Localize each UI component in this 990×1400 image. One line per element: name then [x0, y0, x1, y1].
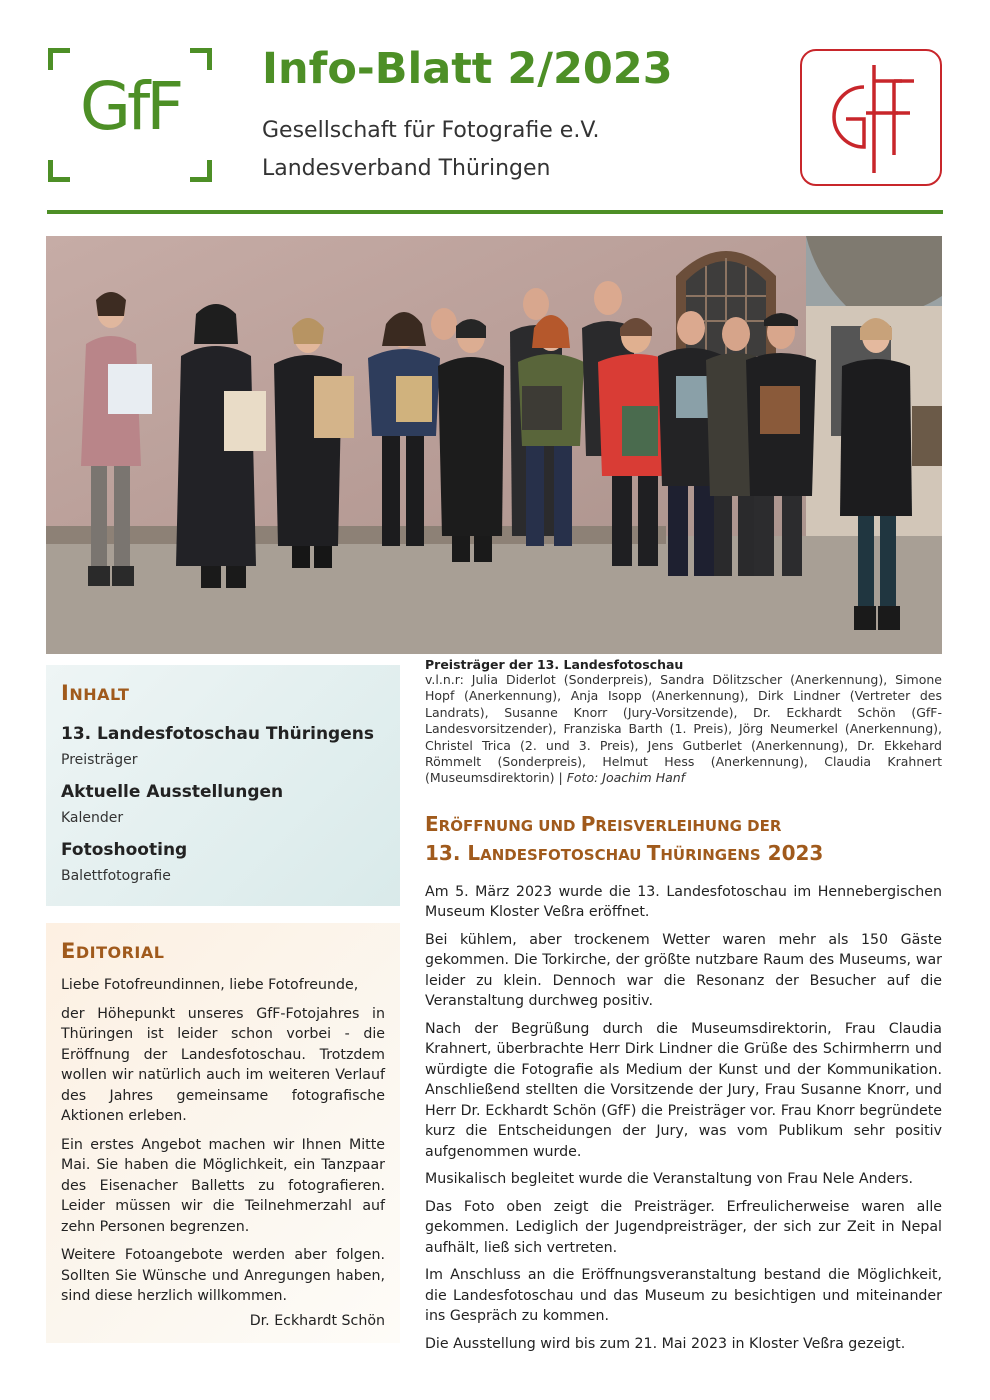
- toc-item-subtitle: Kalender: [61, 810, 124, 826]
- award-winners-photo-illustration: [46, 236, 942, 654]
- article-paragraph: Nach der Begrüßung durch die Museumsdirektorin, Frau Claudia Krahnert, überbrachte Herr Dirk Lindner die Grüße des Schirmherrn und würdigte die Fotografie als Medium der Kunst und der Kommunikation. Anschließend stellten die Vorsitzende der Jury, Frau Susanne Knorr, und Herr Dr. Eckhardt Schön (GfF) die Preisträger vor. Frau Knorr begründete kurz die Entscheidungen der Jury, was vom Publikum sehr positiv aufgenommen wurde.: [425, 1020, 942, 1160]
- logo-text: GfF: [79, 68, 181, 145]
- photo-caption-names: v.l.n.r: Julia Diderlot (Sonderpreis), Sandra Dölitzscher (Anerkennung), Simone Hopf (Anerkennung), Anja Isopp (Anerkennung), Dirk Lindner (Vertreter des Landrats), Susanne Knorr (Jury-Vorsitzende), Dr. Eckhardt Schön (GfF-Landesvorsitzender), Franziska Barth (1. Preis), Jörg Neumerkel (Anerkennung), Christel Trica (2. und 3. Preis), Jens Gutberlet (Anerkennung), Dr. Ekkehard Römmelt (Sonderpreis), Helmut Hess (Anerkennung), Claudia Krahnert (Museumsdirektorin) |: [425, 672, 942, 786]
- frame-corner-bottom-left: [48, 160, 70, 182]
- gff-logo-left: [48, 48, 212, 182]
- article-paragraph: Im Anschluss an die Eröffnungsveranstaltung bestand die Möglichkeit, die Landesfotoschau und das Museum zu besichtigen und miteinander ins Gespräch zu kommen.: [425, 1267, 942, 1325]
- editorial-heading: EDITORIAL: [61, 939, 165, 963]
- article-heading: ERÖFFNUNG UND PREISVERLEIHUNG DER 13. LANDESFOTOSCHAU THÜRINGENS 2023: [425, 811, 824, 865]
- group-photo: [46, 236, 942, 654]
- toc-item-subtitle: Balettfotografie: [61, 868, 171, 884]
- photo-caption-title: Preisträger der 13. Landesfotoschau: [425, 657, 684, 672]
- toc-heading: INHALT: [61, 681, 130, 705]
- toc-item-subtitle: Preisträger: [61, 752, 138, 768]
- frame-corner-top-left: [48, 48, 70, 70]
- page-title: Info-Blatt 2/2023: [262, 44, 673, 94]
- header-divider: [47, 210, 943, 214]
- article-paragraph: Das Foto oben zeigt die Preisträger. Erfreulicherweise waren alle gekommen. Lediglich der Jugendpreisträger, der sich zur Zeit in Nepal aufhält, ließ sich vertreten.: [425, 1198, 942, 1256]
- photo-caption: [425, 672, 942, 787]
- frame-corner-bottom-right: [190, 160, 212, 182]
- toc-item-title: Fotoshooting: [61, 840, 188, 860]
- article-paragraph: Die Ausstellung wird bis zum 21. Mai 2023 in Kloster Veßra gezeigt.: [425, 1335, 906, 1352]
- editorial-box: [46, 923, 400, 1343]
- article-paragraph: Am 5. März 2023 wurde die 13. Landesfotoschau im Hennebergischen Museum Kloster Veßra eröffnet.: [425, 883, 942, 921]
- regional-association: Landesverband Thüringen: [262, 156, 551, 181]
- organisation-name: Gesellschaft für Fotografie e.V.: [262, 118, 600, 143]
- frame-corner-top-right: [190, 48, 212, 70]
- gff-monogram-icon: [802, 51, 940, 184]
- main-article-column: [425, 657, 942, 1354]
- editorial-signature: Dr. Eckhardt Schön: [249, 1312, 385, 1329]
- editorial-paragraph: der Höhepunkt unseres GfF-Fotojahres in Thüringen ist leider schon vorbei - die Eröffnung der Landesfotoschau. Trotzdem wollen wir natürlich auch im weiteren Verlauf des Jahres gemeinsame fotografische Aktionen erleben.: [61, 1005, 385, 1124]
- photo-credit: Foto: Joachim Hanf: [566, 770, 686, 786]
- article-paragraph: Bei kühlem, aber trockenem Wetter waren mehr als 150 Gäste gekommen. Die Torkirche, der größte nutzbare Raum des Museums, war leider zu klein. Dennoch war die Resonanz der Besucher auf die Veranstaltung durchweg positiv.: [425, 931, 942, 1010]
- table-of-contents-box: [46, 665, 400, 906]
- article-paragraph: Musikalisch begleitet wurde die Veranstaltung von Frau Nele Anders.: [425, 1171, 914, 1188]
- toc-item-title: 13. Landesfotoschau Thüringens: [61, 724, 374, 744]
- gff-logo-right: [800, 49, 942, 186]
- editorial-paragraph: Liebe Fotofreundinnen, liebe Fotofreunde,: [61, 977, 359, 993]
- toc-item-title: Aktuelle Ausstellungen: [61, 782, 284, 802]
- editorial-paragraph: Ein erstes Angebot machen wir Ihnen Mitte Mai. Sie haben die Möglichkeit, ein Tanzpaar des Eisenacher Balletts zu fotografieren. Leider müssen wir die Teilnehmerzahl auf zehn Personen begrenzen.: [61, 1136, 385, 1235]
- editorial-paragraph: Weitere Fotoangebote werden aber folgen. Sollten Sie Wünsche und Anregungen haben, sind diese herzlich willkommen.: [61, 1247, 385, 1304]
